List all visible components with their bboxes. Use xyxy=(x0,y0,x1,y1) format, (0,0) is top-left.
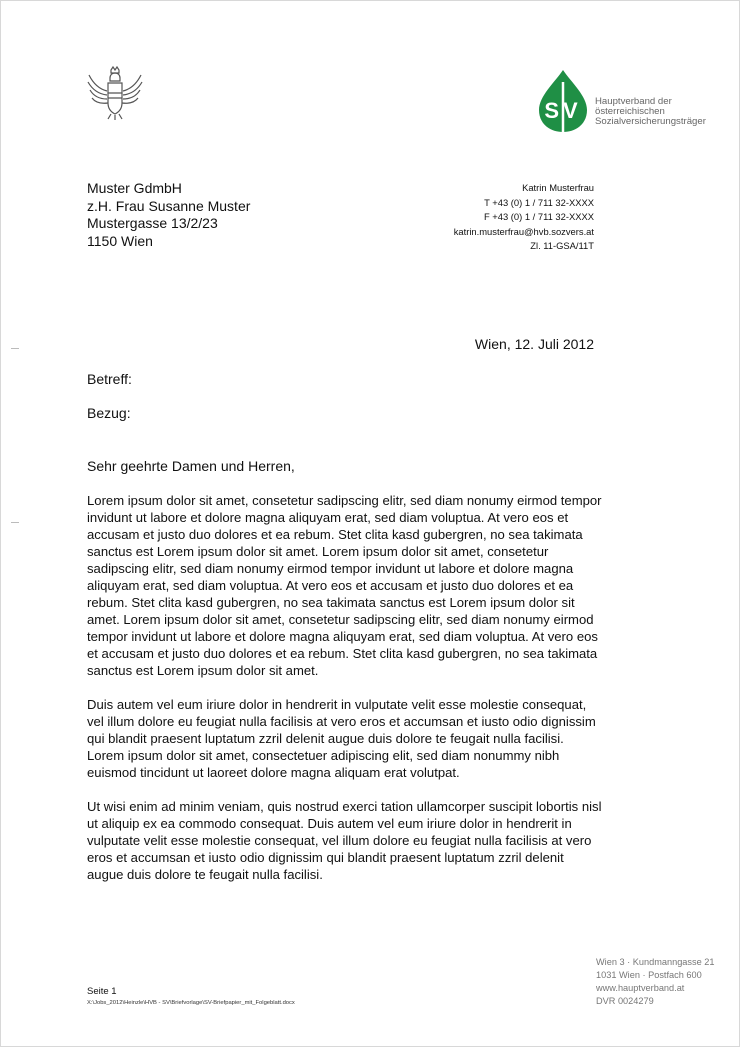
footer-address-line: 1031 Wien · Postfach 600 xyxy=(596,970,702,980)
sender-fax: F +43 (0) 1 / 711 32-XXXX xyxy=(483,211,594,222)
sv-logo-text: SV xyxy=(544,98,582,123)
body-paragraph: Lorem ipsum dolor sit amet, consetetur sadipscing elitr, sed diam nonumy eirmod tempor invidunt ut labore et dolore magna aliquyam erat, sed diam voluptua. At vero eos et accusam et justo duo dolores et ea rebum. Stet clita kasd gubergren, no sea takimata sanctus est Lorem ipsum dolor sit amet. Lorem ipsum dolor sit amet, consetetur sadipscing elitr, sed diam nonumy eirmod tempor invidunt ut labore et dolore magna aliquyam erat, sed diam voluptua. At vero eos et accusam et justo duo dolores et ea rebum. Stet clita kasd gubergren, no sea takimata sanctus est Lorem ipsum dolor sit amet. Lorem ipsum dolor sit amet, consetetur sadipscing elitr, sed diam nonumy eirmod tempor invidunt ut labore et dolore magna aliquyam erat, sed diam voluptua. At vero eos et accusam et justo duo dolores et ea rebum. Stet clita kasd gubergren, no sea takimata sanctus est Lorem ipsum dolor sit amet. xyxy=(87,493,602,678)
org-name-line: österreichischen xyxy=(595,106,665,117)
sender-name: Katrin Musterfrau xyxy=(522,182,594,193)
recipient-line: Muster GdmbH xyxy=(87,180,182,196)
body-paragraph: Duis autem vel eum iriure dolor in hendrerit in vulputate velit esse molestie consequat, vel illum dolore eu feugiat nulla facilisis at vero eros et accumsan et iusto odio dignissim qui blandit praesent luptatum zzril delenit augue duis dolore te feugait nulla facilisi. Lorem ipsum dolor sit amet, consectetuer adipiscing elit, sed diam nonummy nibh euismod tincidunt ut laoreet dolore magna aliquam erat volutpat. xyxy=(87,697,596,780)
footer-address-line: Wien 3 · Kundmanngasse 21 xyxy=(596,957,715,967)
file-path: X:\Jobs_2012\Heinzle\HVB - SV\Briefvorlage\SV-Briefpapier_mit_Folgeblatt.docx xyxy=(87,1000,295,1006)
austrian-eagle-icon xyxy=(85,65,145,121)
org-name-line: Hauptverband der xyxy=(595,96,672,107)
subject-label: Betreff: xyxy=(87,371,132,387)
letter-body xyxy=(87,492,602,900)
footer-address xyxy=(596,956,715,1008)
salutation: Sehr geehrte Damen und Herren, xyxy=(87,458,295,474)
sv-logo-icon xyxy=(533,68,593,134)
sender-email: katrin.musterfrau@hvb.sozvers.at xyxy=(453,225,594,237)
organization-name xyxy=(595,97,706,127)
reference-label: Bezug: xyxy=(87,405,131,421)
recipient-address xyxy=(87,180,250,250)
recipient-line: z.H. Frau Susanne Muster xyxy=(87,197,251,214)
body-paragraph: Ut wisi enim ad minim veniam, quis nostrud exerci tation ullamcorper suscipit lobortis nisl ut aliquip ex ea commodo consequat. Duis autem vel eum iriure dolor in hendrerit in vulputate velit esse molestie consequat, vel illum dolore eu feugiat nulla facilisis at vero eros et accumsan et iusto odio dignissim qui blandit praesent luptatum zzril delenit augue duis dolore te feugait nulla facilisi. xyxy=(87,799,602,882)
sender-phone: T +43 (0) 1 / 711 32-XXXX xyxy=(484,196,594,208)
fold-mark xyxy=(11,522,19,523)
footer-dvr: DVR 0024279 xyxy=(596,996,654,1006)
recipient-line: Mustergasse 13/2/23 xyxy=(87,215,218,231)
letter-date: Wien, 12. Juli 2012 xyxy=(474,336,594,352)
org-name-line: Sozialversicherungsträger xyxy=(595,116,706,127)
fold-mark xyxy=(11,348,19,349)
sender-reference: Zl. 11-GSA/11T xyxy=(530,240,594,251)
page-number: Seite 1 xyxy=(87,986,117,997)
sender-contact xyxy=(454,181,594,254)
recipient-line: 1150 Wien xyxy=(87,232,153,249)
footer-website: www.hauptverband.at xyxy=(596,983,685,993)
